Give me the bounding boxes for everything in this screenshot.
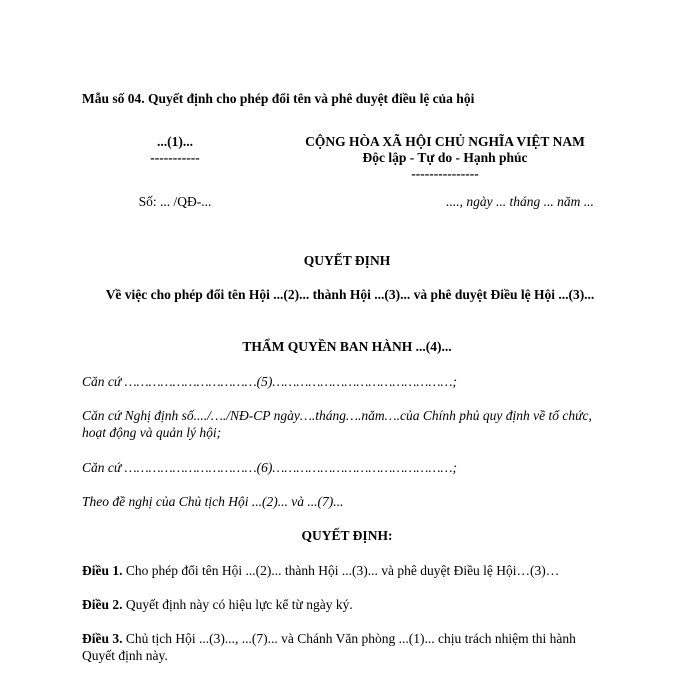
article-1 <box>82 562 612 579</box>
legal-basis-3: Căn cứ ……………………………(6)………………………………………; <box>82 460 457 475</box>
article-3-label: Điều 3. <box>82 631 123 646</box>
article-3-text: Chủ tịch Hội ...(3)..., ...(7)... và Chánh Văn phòng ...(1)... chịu trách nhiệm thi hành Quyết định này. <box>82 631 576 663</box>
article-3 <box>82 630 612 664</box>
issuing-authority: THẨM QUYỀN BAN HÀNH ...(4)... <box>242 339 452 354</box>
decides-heading: QUYẾT ĐỊNH: <box>301 528 393 543</box>
article-1-text: Cho phép đổi tên Hội ...(2)... thành Hội ...(3)... và phê duyệt Điều lệ Hội…(3)… <box>122 563 560 578</box>
article-2 <box>82 596 612 613</box>
legal-basis-1: Căn cứ ……………………………(5)………………………………………; <box>82 374 457 389</box>
article-2-text: Quyết định này có hiệu lực kể từ ngày ký. <box>122 597 353 612</box>
decision-title: QUYẾT ĐỊNH <box>303 253 391 268</box>
article-2-label: Điều 2. <box>82 597 123 612</box>
place-and-date: ...., ngày ... tháng ... năm ... <box>446 194 594 209</box>
form-title: Mẫu số 04. Quyết định cho phép đổi tên và phê duyệt điều lệ của hội <box>82 91 475 106</box>
legal-basis-2: Căn cứ Nghị định số..../…./NĐ-CP ngày….tháng….năm….của Chính phủ quy định về tổ chức, hoạt động và quản lý hội; <box>82 408 592 440</box>
issuing-agency: ...(1)... <box>157 134 193 149</box>
motto-underline: --------------- <box>411 166 479 181</box>
proposal-basis: Theo đề nghị của Chủ tịch Hội ...(2)... và ...(7)... <box>82 494 344 509</box>
agency-underline: ----------- <box>150 150 200 165</box>
document-number: Số: ... /QĐ-... <box>138 194 212 209</box>
article-1-label: Điều 1. <box>82 563 123 578</box>
national-title: CỘNG HÒA XÃ HỘI CHỦ NGHĨA VIỆT NAM <box>305 134 585 149</box>
national-motto: Độc lập - Tự do - Hạnh phúc <box>362 150 528 165</box>
decision-subject: Về việc cho phép đổi tên Hội ...(2)... thành Hội ...(3)... và phê duyệt Điều lệ Hội ...(3)... <box>105 287 595 302</box>
